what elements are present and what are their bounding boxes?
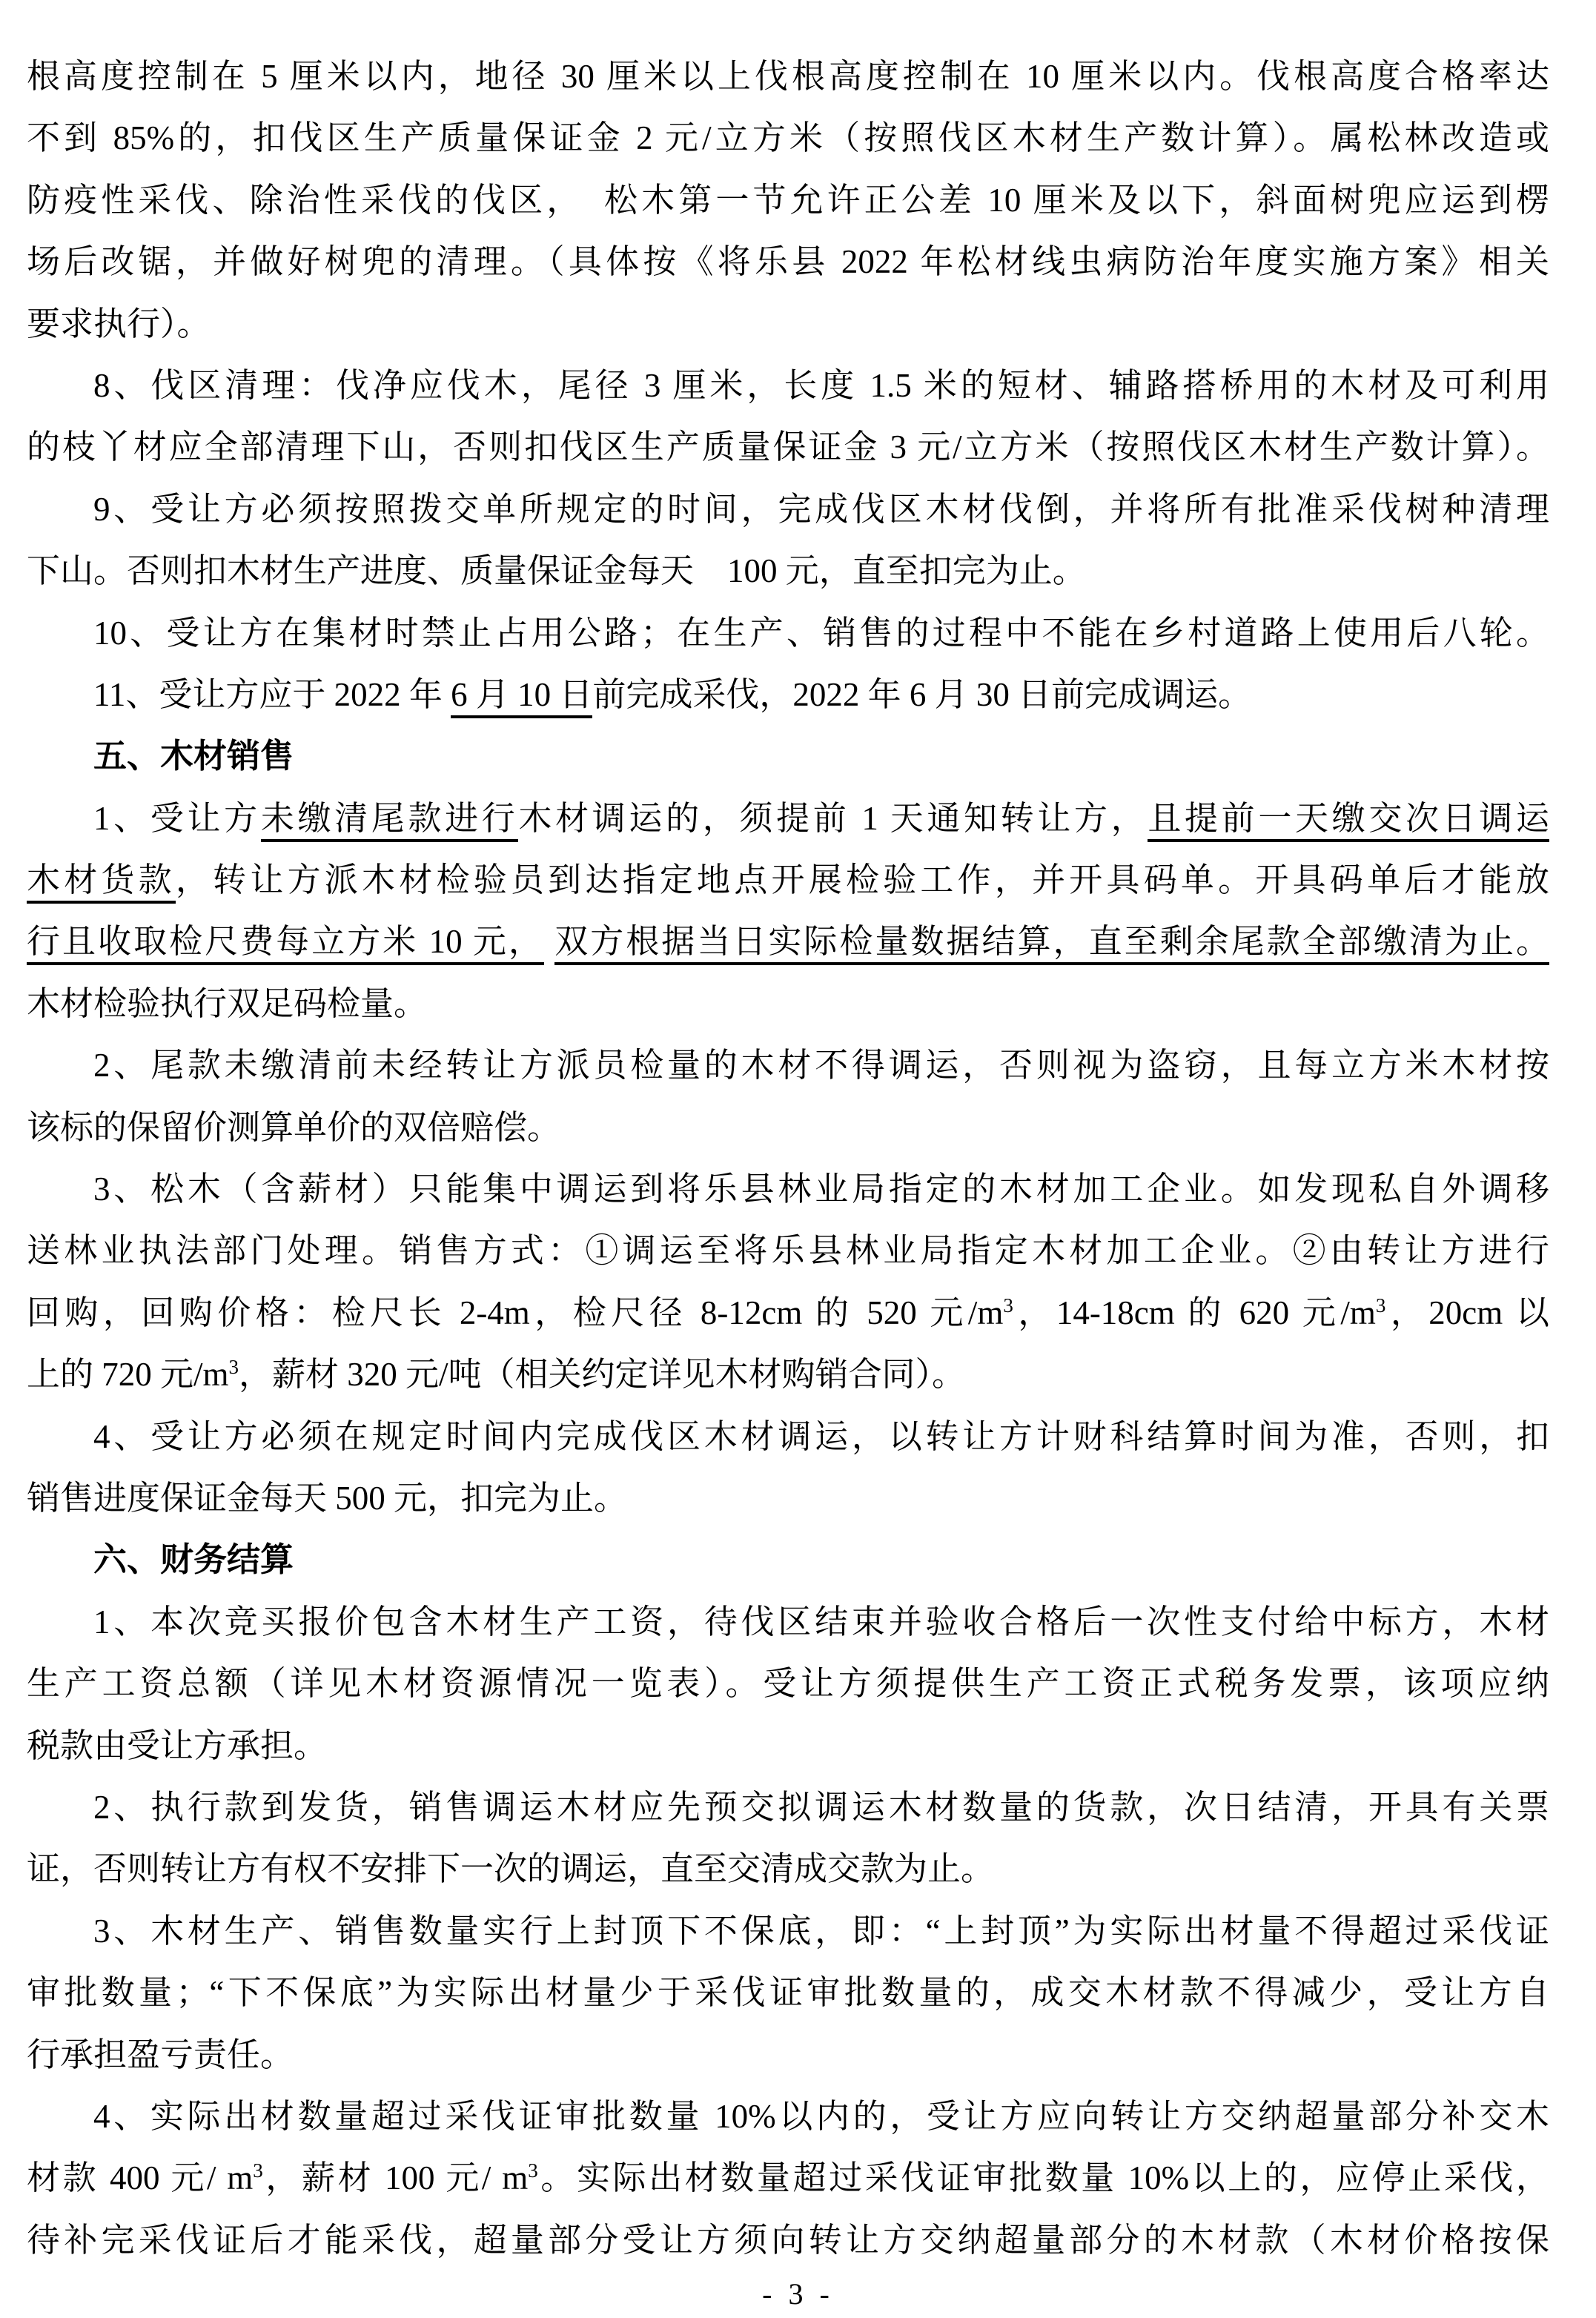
- text-segment: 前完成采伐，2022 年 6 月 30 日前完成调运。: [592, 675, 1252, 713]
- text-line: [27, 417, 1549, 478]
- text-segment: 不到 85%的，扣伐区生产质量保证金 2 元/立方米（按照伐区木材生产数计算）。属松林改造或: [27, 119, 1549, 157]
- text-segment: ，14-18cm 的 620 元/m: [1013, 1294, 1376, 1331]
- text-segment: 根高度控制在 5 厘米以内，地径 30 厘米以上伐根高度控制在 10 厘米以内。伐根高度合格率达: [27, 58, 1549, 95]
- text-segment: 场后改锯，并做好树兜的清理。（具体按《将乐县 2022 年松材线虫病防治年度实施方案》相关: [27, 243, 1549, 281]
- text-segment: [544, 923, 554, 960]
- text-segment: 。实际出材数量超过采伐证审批数量 10%以上的，应停止采伐，: [537, 2159, 1549, 2197]
- section-heading: [27, 726, 1549, 787]
- text-line: [27, 1715, 1549, 1777]
- text-line: [27, 1962, 1549, 2024]
- underlined-text: 未缴清尾款进行: [261, 800, 519, 842]
- text-line: [27, 1097, 1549, 1159]
- text-line: [27, 1838, 1549, 1900]
- text-line: [27, 170, 1549, 231]
- text-segment: 2、执行款到发货，销售调运木材应先预交拟调运木材数量的货款，次日结清，开具有关票: [93, 1788, 1549, 1826]
- text-segment: 五、木材销售: [93, 738, 294, 775]
- underlined-text: 双方根据当日实际检量数据结算，直至剩余尾款全部缴清为止。: [554, 923, 1549, 965]
- text-segment: ，转让方派木材检验员到达指定地点开展检验工作，并开具码单。开具码单后才能放: [175, 861, 1549, 899]
- text-segment: 送林业执法部门处理。销售方式：①调运至将乐县林业局指定木材加工企业。②由转让方进行: [27, 1232, 1549, 1270]
- text-line: [27, 46, 1549, 107]
- text-segment: 2、尾款未缴清前未经转让方派员检量的木材不得调运，否则视为盗窃，且每立方米木材按: [93, 1047, 1549, 1085]
- text-segment: 的枝丫材应全部清理下山，否则扣伐区生产质量保证金 3 元/立方米（按照伐区木材生产数计算）。: [27, 428, 1549, 466]
- text-segment: 防疫性采伐、除治性采伐的伐区， 松木第一节允许正公差 10 厘米及以下，斜面树兜应运到楞: [27, 181, 1549, 219]
- text-line: [27, 973, 1549, 1035]
- superscript-text: 3: [528, 2159, 538, 2182]
- text-segment: 上的 720 元/m: [27, 1356, 229, 1394]
- text-segment: 待补完采伐证后才能采伐，超量部分受让方须向转让方交纳超量部分的木材款（木材价格按保: [27, 2221, 1549, 2259]
- text-line: [27, 1159, 1549, 1220]
- text-line: [27, 1035, 1549, 1096]
- text-segment: 下山。否则扣木材生产进度、质量保证金每天 100 元，直至扣完为止。: [27, 552, 1086, 590]
- text-line: [27, 1344, 1549, 1405]
- text-segment: 9、受让方必须按照拨交单所规定的时间，完成伐区木材伐倒，并将所有批准采伐树种清理: [93, 490, 1549, 528]
- text-line: [27, 1406, 1549, 1468]
- text-segment: ，薪材 100 元/ m: [262, 2159, 529, 2197]
- text-line: [27, 540, 1549, 602]
- text-line: [27, 1282, 1549, 1344]
- text-line: [27, 1220, 1549, 1282]
- text-line: [27, 2148, 1549, 2209]
- underlined-text: 行且收取检尺费每立方米 10 元，: [27, 923, 544, 965]
- text-segment: 4、受让方必须在规定时间内完成伐区木材调运，以转让方计财科结算时间为准，否则，扣: [93, 1417, 1549, 1455]
- text-line: [27, 1468, 1549, 1529]
- text-segment: 4、实际出材数量超过采伐证审批数量 10%以内的，受让方应向转让方交纳超量部分补交木: [93, 2097, 1549, 2135]
- superscript-text: 3: [228, 1356, 239, 1379]
- text-segment: ，20cm 以: [1385, 1294, 1549, 1331]
- text-line: [27, 1653, 1549, 1715]
- text-segment: 生产工资总额（详见木材资源情况一览表）。受让方须提供生产工资正式税务发票，该项应纳: [27, 1665, 1549, 1703]
- section-heading: [27, 1529, 1549, 1591]
- text-segment: 行承担盈亏责任。: [27, 2036, 294, 2073]
- superscript-text: 3: [1375, 1294, 1386, 1317]
- text-line: [27, 911, 1549, 973]
- text-line: [27, 294, 1549, 355]
- superscript-text: 3: [1003, 1294, 1013, 1317]
- text-segment: 税款由受让方承担。: [27, 1726, 328, 1764]
- text-segment: 1、受让方: [93, 799, 261, 837]
- text-line: [27, 2086, 1549, 2148]
- text-segment: 六、财务结算: [93, 1541, 294, 1579]
- text-segment: 3、松木（含薪材）只能集中调运到将乐县林业局指定的木材加工企业。如发现私自外调移: [93, 1170, 1549, 1208]
- text-segment: 11、受让方应于 2022 年: [93, 675, 451, 713]
- text-segment: 销售进度保证金每天 500 元，扣完为止。: [27, 1479, 628, 1517]
- underlined-text: 且提前一天缴交次日调运: [1148, 800, 1549, 842]
- text-line: [27, 1777, 1549, 1838]
- text-segment: 木材检验执行双足码检量。: [27, 984, 428, 1022]
- superscript-text: 3: [253, 2159, 263, 2182]
- text-line: [27, 2210, 1549, 2271]
- text-line: [27, 603, 1549, 664]
- text-segment: 该标的保留价测算单价的双倍赔偿。: [27, 1108, 561, 1146]
- text-line: [27, 231, 1549, 293]
- text-line: [27, 1592, 1549, 1653]
- underlined-text: 木材货款: [27, 861, 176, 904]
- page-number: - 3 -: [762, 2277, 834, 2311]
- text-segment: 3、木材生产、销售数量实行上封顶下不保底，即：“上封顶”为实际出材量不得超过采伐证: [93, 1912, 1549, 1950]
- text-line: [27, 1901, 1549, 1962]
- text-segment: ，薪材 320 元/吨（相关约定详见木材购销合同）。: [239, 1356, 966, 1394]
- text-segment: 木材调运的，须提前 1 天通知转让方，: [518, 799, 1148, 837]
- text-segment: 10、受让方在集材时禁止占用公路；在生产、销售的过程中不能在乡村道路上使用后八轮。: [93, 614, 1549, 652]
- text-line: [27, 355, 1549, 417]
- text-segment: 证，否则转让方有权不安排下一次的调运，直至交清成交款为止。: [27, 1850, 995, 1888]
- text-segment: 材款 400 元/ m: [27, 2159, 254, 2197]
- underlined-text: 6 月 10 日: [451, 676, 592, 718]
- text-line: [27, 850, 1549, 911]
- text-segment: 要求执行）。: [27, 305, 211, 342]
- text-segment: 回购，回购价格：检尺长 2-4m，检尺径 8-12cm 的 520 元/m: [27, 1294, 1004, 1331]
- text-segment: 审批数量；“下不保底”为实际出材量少于采伐证审批数量的，成交木材款不得减少，受让方自: [27, 1974, 1549, 2012]
- text-segment: 1、本次竞买报价包含木材生产工资，待伐区结束并验收合格后一次性支付给中标方，木材: [93, 1603, 1549, 1640]
- text-line: [27, 107, 1549, 169]
- document-body: [27, 46, 1549, 2271]
- text-line: [27, 664, 1549, 726]
- text-line: [27, 2024, 1549, 2086]
- text-line: [27, 788, 1549, 850]
- text-line: [27, 479, 1549, 540]
- text-segment: 8、伐区清理：伐净应伐木，尾径 3 厘米，长度 1.5 米的短材、辅路搭桥用的木材及可利用: [93, 366, 1549, 404]
